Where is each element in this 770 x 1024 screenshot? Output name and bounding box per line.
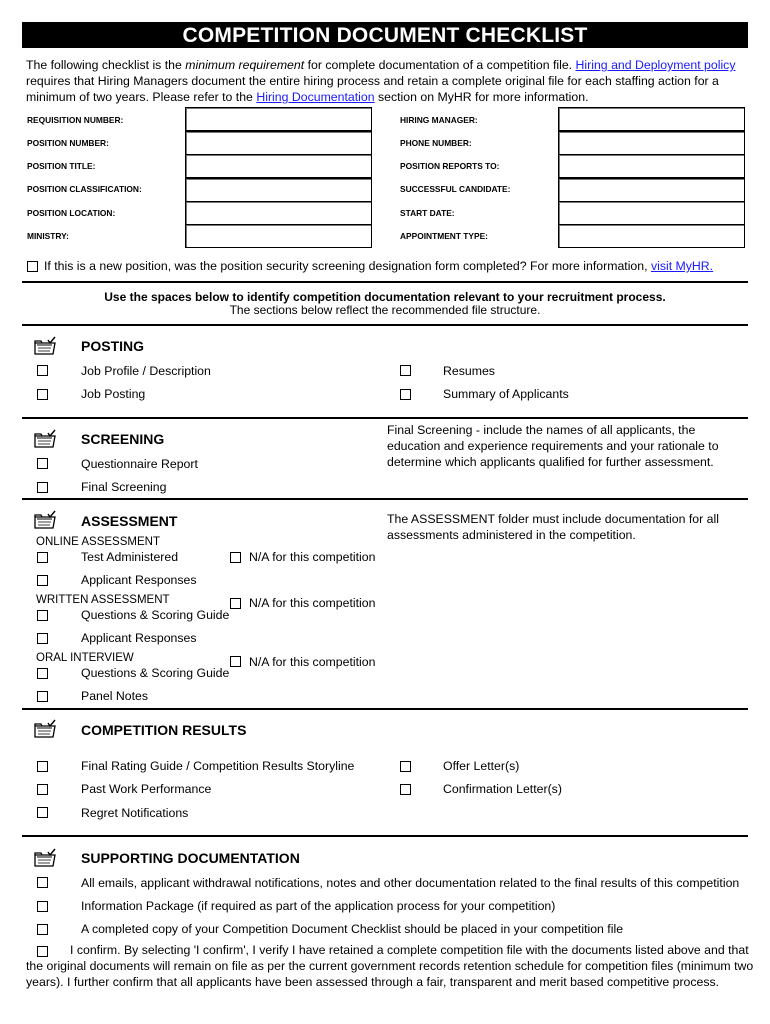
resumes-checkbox[interactable]: [400, 365, 411, 376]
screening-note: Final Screening - include the names of all applicants, the education and experience requirements and your rationale to determine which applicants qualified for further assessment.: [387, 423, 719, 469]
i-confirm-checkbox[interactable]: [37, 946, 48, 957]
questionnaire-report-checkbox[interactable]: [37, 458, 48, 469]
job-posting-checkbox[interactable]: [37, 389, 48, 400]
oral-na-label: N/A for this competition: [249, 655, 376, 669]
intro-emphasis: minimum requirement: [185, 58, 305, 72]
divider: [22, 708, 748, 710]
online-applicant-responses-label: Applicant Responses: [81, 573, 197, 587]
job-profile-label: Job Profile / Description: [81, 364, 211, 378]
oral-questions-checkbox[interactable]: [37, 668, 48, 679]
checklist-copy-checkbox[interactable]: [37, 924, 48, 935]
folder-check-icon: [33, 336, 57, 356]
page-title: COMPETITION DOCUMENT CHECKLIST: [22, 22, 748, 48]
screening-section-title: SCREENING: [81, 431, 165, 447]
written-na-checkbox[interactable]: [230, 598, 241, 609]
offer-letters-checkbox[interactable]: [400, 761, 411, 772]
appointment-type-label: APPOINTMENT TYPE:: [400, 231, 488, 241]
instructions: [22, 291, 748, 317]
ministry-label: MINISTRY:: [27, 231, 69, 241]
divider: [22, 498, 748, 500]
information-package-checkbox[interactable]: [37, 901, 48, 912]
position-location-field[interactable]: [185, 201, 372, 225]
online-applicant-responses-checkbox[interactable]: [37, 575, 48, 586]
written-applicant-responses-checkbox[interactable]: [37, 633, 48, 644]
information-package-label: Information Package (if required as part of the application process for your competition): [81, 899, 556, 913]
online-na-label: N/A for this competition: [249, 550, 376, 564]
past-work-performance-label: Past Work Performance: [81, 782, 212, 796]
folder-check-icon: [33, 510, 57, 530]
confirm-line-1: I confirm. By selecting 'I confirm', I verify I have retained a complete competition file with the documents listed above and that: [70, 943, 749, 957]
online-na-checkbox[interactable]: [230, 552, 241, 563]
position-number-label: POSITION NUMBER:: [27, 138, 109, 148]
written-questions-checkbox[interactable]: [37, 610, 48, 621]
resumes-label: Resumes: [443, 364, 495, 378]
divider: [22, 417, 748, 419]
hiring-manager-field[interactable]: [558, 107, 745, 131]
intro-paragraph: [26, 57, 746, 105]
visit-myhr-link[interactable]: visit MyHR.: [650, 259, 714, 273]
test-administered-checkbox[interactable]: [37, 552, 48, 563]
start-date-field[interactable]: [558, 201, 745, 225]
summary-of-applicants-checkbox[interactable]: [400, 389, 411, 400]
position-title-field[interactable]: [185, 154, 372, 178]
folder-check-icon: [33, 848, 57, 868]
start-date-label: START DATE:: [400, 208, 455, 218]
hiring-documentation-link[interactable]: Hiring Documentation: [256, 90, 375, 104]
appointment-type-field[interactable]: [558, 224, 745, 248]
job-posting-label: Job Posting: [81, 387, 146, 401]
successful-candidate-label: SUCCESSFUL CANDIDATE:: [400, 184, 511, 194]
test-administered-label: Test Administered: [81, 550, 179, 564]
ministry-field[interactable]: [185, 224, 372, 248]
online-assessment-heading: ONLINE ASSESSMENT: [36, 536, 160, 548]
final-rating-guide-label: Final Rating Guide / Competition Results Storyline: [81, 759, 355, 773]
intro-text-1: The following checklist is the: [26, 58, 186, 72]
confirm-line-3: years). I further confirm that all applicants have been assessed through a fair, transparent and merit based competitive process.: [26, 975, 720, 989]
all-emails-checkbox[interactable]: [37, 877, 48, 888]
written-applicant-responses-label: Applicant Responses: [81, 631, 197, 645]
final-screening-checkbox[interactable]: [37, 482, 48, 493]
confirmation-letters-checkbox[interactable]: [400, 784, 411, 795]
panel-notes-checkbox[interactable]: [37, 691, 48, 702]
divider: [22, 324, 748, 326]
panel-notes-label: Panel Notes: [81, 689, 148, 703]
oral-questions-label: Questions & Scoring Guide: [81, 666, 230, 680]
confirm-line-2: the original documents will remain on file as per the current government records retention schedule for competition files (minimum two: [26, 959, 754, 973]
instructions-bold: Use the spaces below to identify competition documentation relevant to your recruitment process.: [104, 290, 666, 304]
written-na-label: N/A for this competition: [249, 596, 376, 610]
offer-letters-label: Offer Letter(s): [443, 759, 520, 773]
position-classification-field[interactable]: [185, 178, 372, 202]
assessment-note: The ASSESSMENT folder must include documentation for all assessments administered in the competition.: [387, 512, 719, 542]
oral-na-checkbox[interactable]: [230, 656, 241, 667]
instructions-normal: The sections below reflect the recommended file structure.: [229, 303, 541, 317]
intro-text-2: for complete documentation of a competition file.: [304, 58, 576, 72]
divider: [22, 281, 748, 283]
position-title-label: POSITION TITLE:: [27, 161, 96, 171]
assessment-section-title: ASSESSMENT: [81, 513, 178, 529]
supporting-section-title: SUPPORTING DOCUMENTATION: [81, 850, 300, 866]
posting-section-title: POSTING: [81, 338, 145, 354]
position-classification-label: POSITION CLASSIFICATION:: [27, 184, 142, 194]
phone-number-label: PHONE NUMBER:: [400, 138, 472, 148]
final-rating-guide-checkbox[interactable]: [37, 761, 48, 772]
divider: [22, 835, 748, 837]
all-emails-label: All emails, applicant withdrawal notifications, notes and other documentation related to the final results of this competition: [81, 876, 740, 890]
hiring-manager-label: HIRING MANAGER:: [400, 115, 478, 125]
checklist-copy-label: A completed copy of your Competition Document Checklist should be placed in your competition file: [81, 922, 624, 936]
job-profile-checkbox[interactable]: [37, 365, 48, 376]
intro-text-3: requires that Hiring Managers document the entire hiring process and retain a complete original file for each staffing action for a minimum of two years. Please refer to the: [26, 74, 719, 104]
questionnaire-report-label: Questionnaire Report: [81, 457, 198, 471]
successful-candidate-field[interactable]: [558, 178, 745, 202]
position-location-label: POSITION LOCATION:: [27, 208, 116, 218]
intro-text-4: section on MyHR for more information.: [374, 90, 589, 104]
folder-check-icon: [33, 429, 57, 449]
security-screening-question: [44, 259, 713, 273]
security-screening-checkbox[interactable]: [27, 261, 38, 272]
written-assessment-heading: WRITTEN ASSESSMENT: [36, 594, 170, 606]
final-screening-label: Final Screening: [81, 480, 167, 494]
results-section-title: COMPETITION RESULTS: [81, 722, 247, 738]
written-questions-label: Questions & Scoring Guide: [81, 608, 230, 622]
position-reports-to-label: POSITION REPORTS TO:: [400, 161, 500, 171]
security-text: If this is a new position, was the position security screening designation form completed? For more information,: [44, 259, 651, 273]
hiring-deployment-policy-link[interactable]: Hiring and Deployment policy: [575, 58, 736, 72]
regret-notifications-label: Regret Notifications: [81, 806, 189, 820]
phone-number-field[interactable]: [558, 131, 745, 155]
position-reports-to-field[interactable]: [558, 154, 745, 178]
folder-check-icon: [33, 719, 57, 739]
requisition-number-label: REQUISITION NUMBER:: [27, 115, 124, 125]
position-number-field[interactable]: [185, 131, 372, 155]
oral-interview-heading: ORAL INTERVIEW: [36, 652, 134, 664]
regret-notifications-checkbox[interactable]: [37, 807, 48, 818]
past-work-performance-checkbox[interactable]: [37, 784, 48, 795]
summary-of-applicants-label: Summary of Applicants: [443, 387, 569, 401]
requisition-number-field[interactable]: [185, 107, 372, 131]
confirmation-letters-label: Confirmation Letter(s): [443, 782, 562, 796]
